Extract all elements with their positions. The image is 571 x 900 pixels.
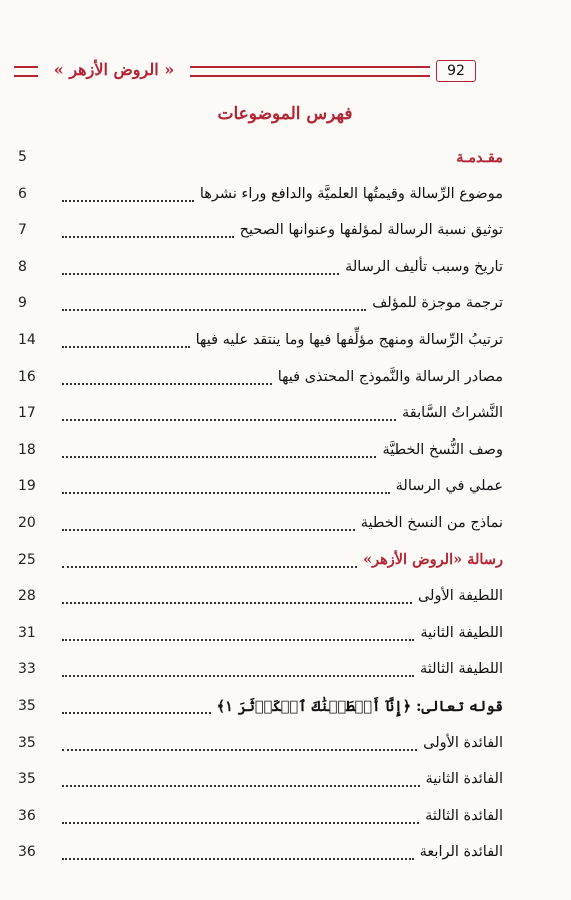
toc-entry-label: ترتيبُ الرِّسالة ومنهج مؤلِّفها فيها وما ينتقد عليه فيها <box>195 332 503 348</box>
toc-row <box>0 762 571 796</box>
toc-entry-label: الفائدة الأولى <box>423 734 503 751</box>
dot-leader <box>62 566 357 568</box>
dot-leader <box>62 675 414 677</box>
toc-entry-label: اللطيفة الثالثة <box>419 661 503 678</box>
toc-row <box>0 506 571 540</box>
toc-row <box>0 543 571 577</box>
toc-page-number: 17 <box>18 405 36 422</box>
toc-entry <box>62 762 503 796</box>
toc-page-number: 20 <box>18 515 36 531</box>
toc-row <box>0 652 571 686</box>
toc-page-number: 36 <box>18 807 36 824</box>
toc-page-number: 25 <box>18 551 36 568</box>
toc-row <box>0 433 571 467</box>
toc-entry <box>62 286 503 320</box>
dot-leader <box>62 822 419 824</box>
toc-page-number: 6 <box>18 185 27 202</box>
toc-entry-label: اللطيفة الثانية <box>420 624 503 641</box>
toc-row <box>0 323 571 357</box>
toc-row <box>0 396 571 430</box>
dot-leader <box>62 749 417 751</box>
toc-entry <box>62 360 503 394</box>
dot-leader <box>62 785 420 787</box>
toc-entry <box>62 799 503 833</box>
toc-page-number: 28 <box>18 588 36 605</box>
toc-row <box>0 469 571 503</box>
dot-leader <box>62 309 366 311</box>
toc-entry <box>62 250 503 284</box>
dot-leader <box>62 492 390 494</box>
toc-entry <box>62 506 503 540</box>
page-header <box>0 0 571 100</box>
toc-page-number: 16 <box>18 368 36 385</box>
toc-row <box>0 360 571 394</box>
toc-page-number: 31 <box>18 624 36 641</box>
toc-entry <box>62 543 503 577</box>
toc-row <box>0 689 571 723</box>
toc-entry-label: تاريخ وسبب تأليف الرسالة <box>345 258 503 275</box>
toc-entry-label: اللطيفة الأولى <box>417 588 503 605</box>
toc-page-number: 19 <box>18 478 36 495</box>
toc-entry <box>62 433 503 467</box>
dot-leader <box>62 200 194 202</box>
toc-entry-label: نماذج من النسخ الخطية <box>360 515 503 531</box>
toc-page-number: 5 <box>18 149 27 165</box>
dot-leader <box>62 419 396 421</box>
toc-row <box>0 579 571 613</box>
toc-entry-label: مقـدمـة <box>456 148 503 166</box>
dot-leader <box>62 858 414 860</box>
toc-entry-label: الفائدة الثانية <box>425 771 503 788</box>
toc-entry-label: قوله تعالى: ﴿إِنَّآ أَعۡطَيۡنَٰكَ ٱلۡكَوۡثَرَ ١﴾ <box>216 697 503 715</box>
page-number: 92 <box>436 60 476 82</box>
header-rule-right <box>190 66 430 77</box>
toc-entry <box>62 652 503 686</box>
toc-page-number: 8 <box>18 258 27 275</box>
toc-entry <box>62 323 503 357</box>
toc-entry-label: توثيق نسبة الرسالة لمؤلفها وعنوانها الصحيح <box>239 222 503 239</box>
toc-row <box>0 799 571 833</box>
toc-row <box>0 177 571 211</box>
header-rule-left <box>14 66 38 77</box>
toc-page-number: 14 <box>18 332 36 348</box>
toc-entry <box>62 469 503 503</box>
toc-row <box>0 286 571 320</box>
toc-entry <box>62 616 503 650</box>
toc-page-number: 7 <box>18 222 27 239</box>
toc-row <box>0 726 571 760</box>
dot-leader <box>62 273 339 275</box>
dot-leader <box>62 712 211 714</box>
toc-page-number: 36 <box>18 844 36 861</box>
toc-entry-label: مصادر الرسالة والنَّموذج المحتذى فيها <box>277 368 503 385</box>
toc-row <box>0 140 571 174</box>
dot-leader <box>62 602 412 604</box>
toc-page-number: 35 <box>18 734 36 751</box>
toc-entry <box>62 177 503 211</box>
toc-entry <box>62 396 503 430</box>
toc-entry <box>62 726 503 760</box>
dot-leader <box>62 529 355 531</box>
toc-entry-label: الفائدة الثالثة <box>425 807 503 824</box>
running-title: « الروض الأزهر » <box>53 60 175 79</box>
toc-entry <box>62 579 503 613</box>
toc-entry <box>62 835 503 869</box>
toc-page-number: 9 <box>18 295 27 312</box>
toc-row <box>0 835 571 869</box>
dot-leader <box>62 456 376 458</box>
toc-entry-label: عملي في الرسالة <box>395 478 503 495</box>
toc-entry <box>62 689 503 723</box>
toc-entry <box>62 213 503 247</box>
dot-leader <box>62 383 272 385</box>
dot-leader <box>62 236 234 238</box>
toc-entry-label: رسالة «الروض الأزهر» <box>363 551 503 569</box>
toc-row <box>0 616 571 650</box>
toc-title: فهرس الموضوعات <box>217 104 353 124</box>
toc-entry-label: وصف النُّسخ الخطيَّة <box>382 441 503 458</box>
toc-page-number: 35 <box>18 771 36 788</box>
dot-leader <box>62 639 414 641</box>
toc-row <box>0 250 571 284</box>
toc-entry-label: ترجمة موجزة للمؤلف <box>372 295 503 312</box>
dot-leader <box>62 346 190 348</box>
toc-page-number: 18 <box>18 441 36 458</box>
toc-entry-label: موضوع الرِّسالة وقيمتُها العلميَّة والدافع وراء نشرها <box>199 185 503 202</box>
toc-row <box>0 213 571 247</box>
toc-page-number: 33 <box>18 661 36 678</box>
toc-page-number: 35 <box>18 698 36 714</box>
toc-entry-label: الفائدة الرابعة <box>419 844 503 861</box>
toc-entry-label: النَّشراتُ السَّابقة <box>402 405 503 422</box>
toc-entry <box>62 140 503 174</box>
